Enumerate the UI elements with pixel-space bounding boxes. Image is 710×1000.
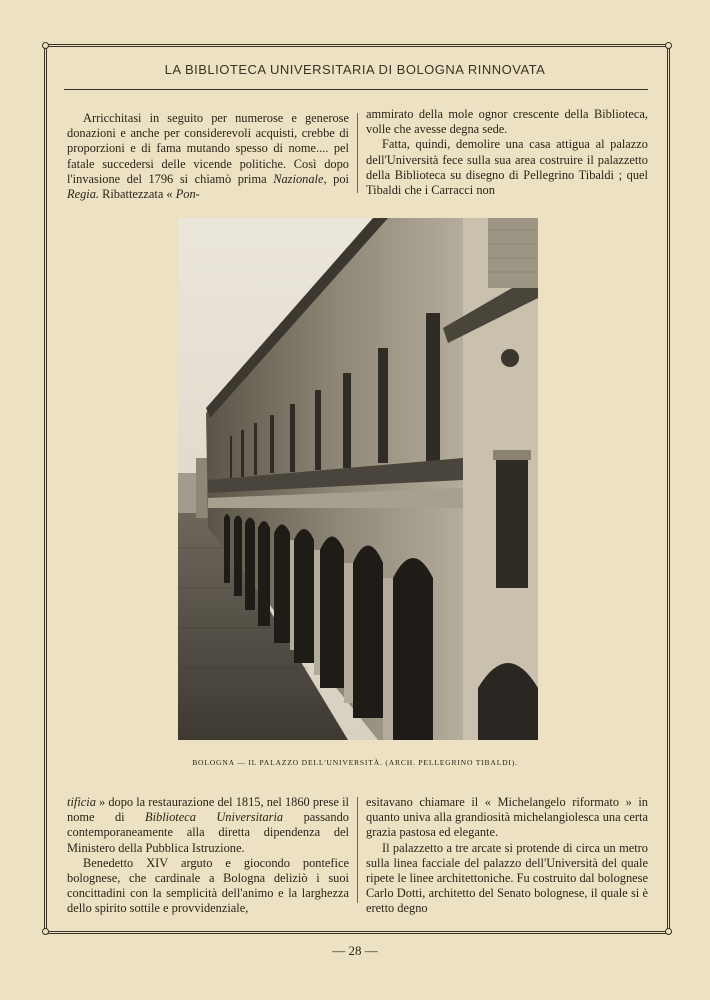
university-palace-photograph [178,218,538,740]
running-header: LA BIBLIOTECA UNIVERSITARIA DI BOLOGNA RINNOVATA [164,62,546,77]
frame-corner-ornament [42,928,49,935]
paragraph: ammirato della mole ognor crescente della Biblioteca, volle che avesse degna sede. [366,107,648,137]
frame-corner-ornament [665,42,672,49]
paragraph: Arricchitasi in seguito per numerose e generose donazioni e anche per considerevoli acquisti, crebbe di proporzioni e di fama mutando spesso di nome.... pel fatale succedersi delle vicende politiche. Così dopo l'invasione del 1796 si chiamò prima Nazionale, poi Regia. Ribattezzata « Pon- [67,111,349,202]
column-divider [357,113,358,193]
paragraph: tificia » dopo la restaurazione del 1815, nel 1860 prese il nome di Biblioteca Universitaria passando contemporaneamente alla diretta dipendenza del Ministero della Pubblica Istruzione. [67,795,349,855]
paragraph: Fatta, quindi, demolire una casa attigua al palazzo dell'Università fece sulla sua area costruire il palazzetto della Biblioteca su disegno di Pellegrino Tibaldi ; quel Tibaldi che i Carracci non [366,137,648,198]
paragraph: Il palazzetto a tre arcate si protende di circa un metro sulla linea facciale del palazzo dell'Università del quale ripete le linee architettoniche. Fu costruito dal bolognese Carlo Dotti, architetto del Senato bolognese, il quale si è eretto degno [366,840,648,916]
figure-caption: BOLOGNA — IL PALAZZO DELL'UNIVERSITÀ. (ARCH. PELLEGRINO TIBALDI). [192,758,518,767]
column-divider [357,797,358,903]
frame-corner-ornament [665,928,672,935]
text-column-bottom-left [67,795,349,917]
header-rule [64,89,648,90]
text-column-top-left [67,111,349,202]
text-column-top-right [366,107,648,198]
paragraph: Benedetto XIV arguto e giocondo pontefice bolognese, che cardinale a Bologna deliziò i suoi concittadini con la semplicità dell'animo e la larghezza dello spirito sottile e provvidenziale, [67,855,349,916]
text-column-bottom-right [366,795,648,917]
page-number: — 28 — [332,943,378,958]
paragraph: esitavano chiamare il « Michelangelo riformato » in quanto univa alla grandiosità michelangiolesca una certa grazia pastosa ed elegante. [366,795,648,840]
frame-corner-ornament [42,42,49,49]
